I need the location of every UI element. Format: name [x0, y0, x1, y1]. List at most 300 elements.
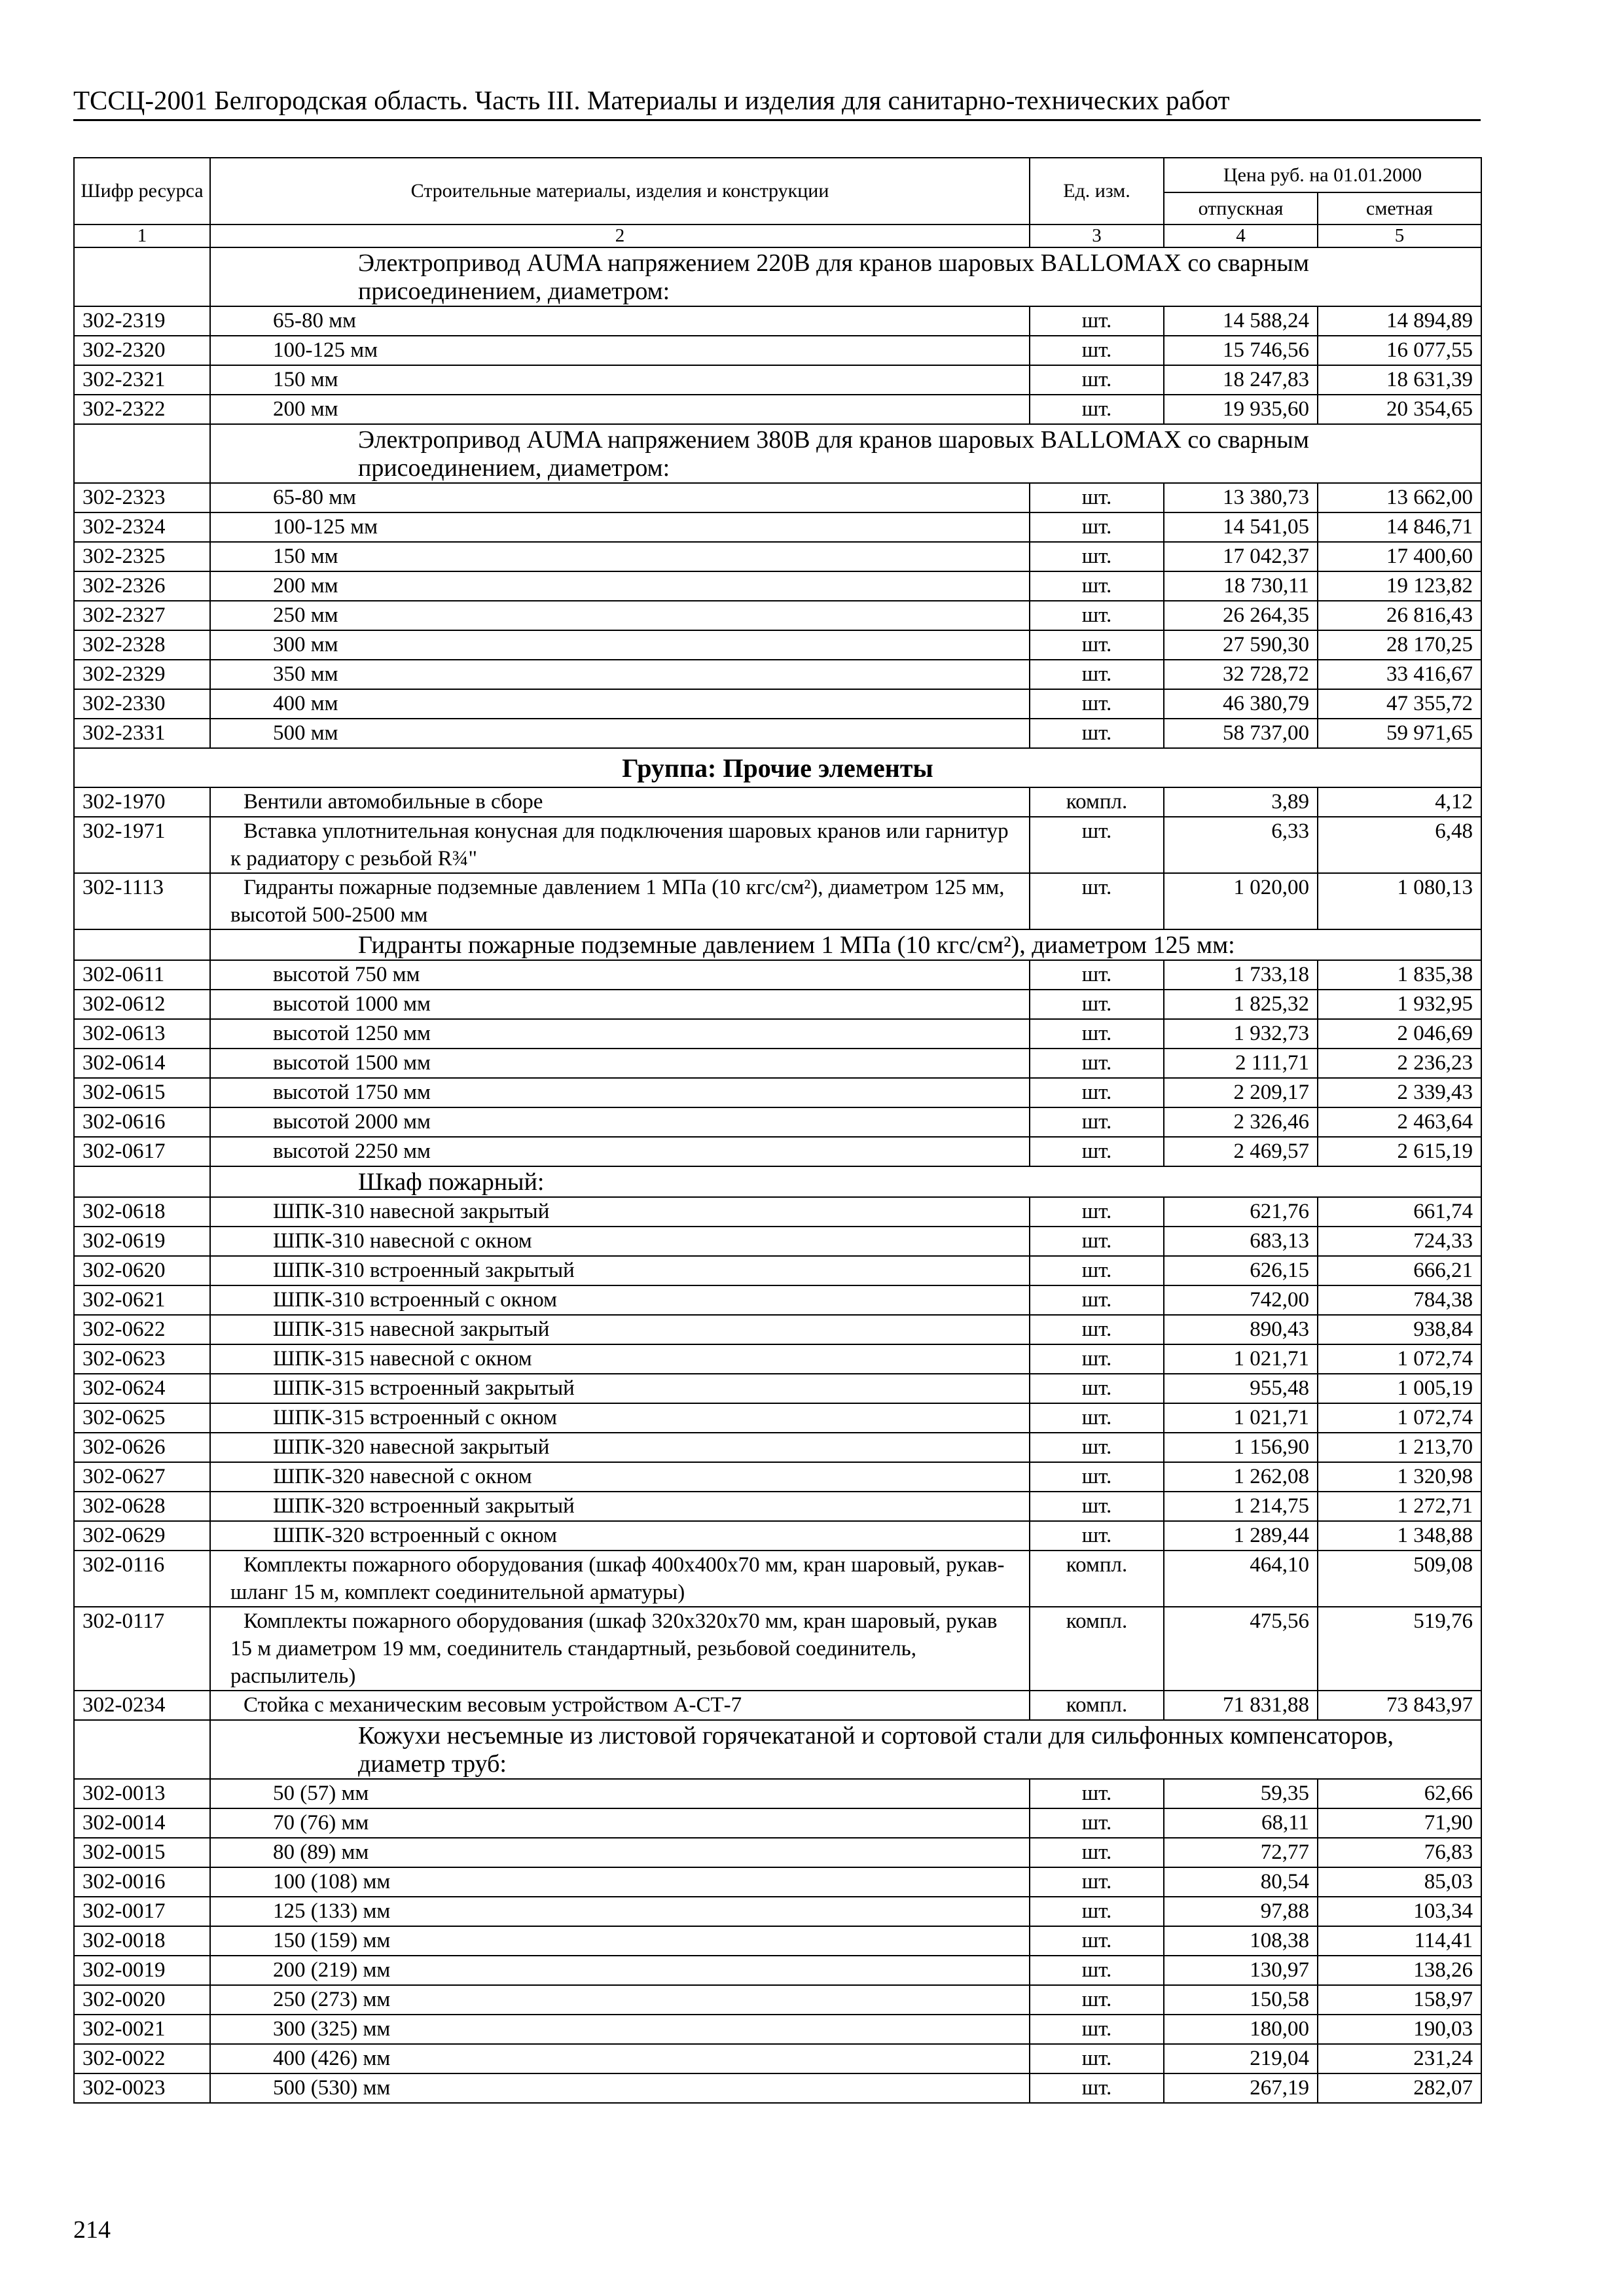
section-title: Электропривод AUMA напряжением 380В для кранов шаровых BALLOMAX со сварным присоединением, диаметром:: [210, 424, 1481, 483]
estimate-price: 1 080,13: [1318, 873, 1481, 929]
item-unit: шт.: [1030, 990, 1164, 1019]
item-unit: шт.: [1030, 1521, 1164, 1551]
resource-code: 302-0618: [74, 1197, 210, 1227]
item-name: Комплекты пожарного оборудования (шкаф 320х320х70 мм, кран шаровый, рукав 15 м диаметром 19 мм, соединитель стандартный, резьбовой соединитель, распылитель): [210, 1607, 1030, 1691]
item-name: Комплекты пожарного оборудования (шкаф 400х400х70 мм, кран шаровый, рукав-шланг 15 м, комплект соединительной арматуры): [210, 1551, 1030, 1607]
table-row: [74, 1137, 1481, 1166]
section-code-cell: [74, 424, 210, 483]
estimate-price: 666,21: [1318, 1256, 1481, 1285]
table-row: [74, 601, 1481, 630]
release-price: 1 214,75: [1164, 1492, 1318, 1521]
resource-code: 302-0622: [74, 1315, 210, 1344]
item-name: 200 (219) мм: [210, 1956, 1030, 1985]
release-price: 58 737,00: [1164, 719, 1318, 748]
resource-code: 302-2324: [74, 512, 210, 542]
item-name: ШПК-320 навесной закрытый: [210, 1433, 1030, 1462]
item-unit: компл.: [1030, 1551, 1164, 1607]
item-unit: шт.: [1030, 1107, 1164, 1137]
estimate-price: 2 339,43: [1318, 1078, 1481, 1107]
item-unit: шт.: [1030, 1492, 1164, 1521]
resource-code: 302-0627: [74, 1462, 210, 1492]
item-name: высотой 2250 мм: [210, 1137, 1030, 1166]
item-unit: шт.: [1030, 960, 1164, 990]
item-name: 250 (273) мм: [210, 1985, 1030, 2015]
item-name: ШПК-310 навесной с окном: [210, 1227, 1030, 1256]
release-price: 1 156,90: [1164, 1433, 1318, 1462]
table-row: [74, 1315, 1481, 1344]
table-row: [74, 1808, 1481, 1838]
item-name: 150 (159) мм: [210, 1926, 1030, 1956]
estimate-price: 20 354,65: [1318, 395, 1481, 424]
table-row: [74, 365, 1481, 395]
item-name: 400 (426) мм: [210, 2044, 1030, 2073]
item-unit: шт.: [1030, 817, 1164, 873]
table-row: [74, 1256, 1481, 1285]
item-unit: шт.: [1030, 395, 1164, 424]
item-unit: шт.: [1030, 336, 1164, 365]
item-unit: шт.: [1030, 365, 1164, 395]
section-row: [74, 1166, 1481, 1197]
release-price: 955,48: [1164, 1374, 1318, 1403]
estimate-price: 18 631,39: [1318, 365, 1481, 395]
table-body: [74, 158, 1481, 2103]
table-row: [74, 1956, 1481, 1985]
item-unit: шт.: [1030, 689, 1164, 719]
resource-code: 302-2319: [74, 306, 210, 336]
estimate-price: 509,08: [1318, 1551, 1481, 1607]
resource-code: 302-2326: [74, 571, 210, 601]
item-name: ШПК-320 встроенный с окном: [210, 1521, 1030, 1551]
table-row: [74, 817, 1481, 873]
table-row: [74, 630, 1481, 660]
resource-code: 302-0021: [74, 2015, 210, 2044]
item-name: 100 (108) мм: [210, 1867, 1030, 1897]
resource-code: 302-0615: [74, 1078, 210, 1107]
item-name: ШПК-310 встроенный с окном: [210, 1285, 1030, 1315]
release-price: 3,89: [1164, 787, 1318, 817]
item-unit: шт.: [1030, 1137, 1164, 1166]
page-number: 214: [73, 2216, 111, 2244]
item-name: ШПК-315 навесной с окном: [210, 1344, 1030, 1374]
table-row: [74, 2044, 1481, 2073]
table-row: [74, 1197, 1481, 1227]
item-name: ШПК-315 встроенный закрытый: [210, 1374, 1030, 1403]
resource-code: 302-0019: [74, 1956, 210, 1985]
estimate-price: 73 843,97: [1318, 1691, 1481, 1720]
resource-code: 302-0628: [74, 1492, 210, 1521]
table-row: [74, 1107, 1481, 1137]
release-price: 1 289,44: [1164, 1521, 1318, 1551]
resource-code: 302-0625: [74, 1403, 210, 1433]
section-row: [74, 929, 1481, 960]
column-number: 5: [1318, 224, 1481, 247]
estimate-price: 2 463,64: [1318, 1107, 1481, 1137]
table-row: [74, 1607, 1481, 1691]
estimate-price: 1 005,19: [1318, 1374, 1481, 1403]
resource-code: 302-2322: [74, 395, 210, 424]
release-price: 1 825,32: [1164, 990, 1318, 1019]
item-name: 65-80 мм: [210, 306, 1030, 336]
item-name: 150 мм: [210, 365, 1030, 395]
table-row: [74, 1551, 1481, 1607]
item-unit: шт.: [1030, 1956, 1164, 1985]
resource-code: 302-0619: [74, 1227, 210, 1256]
resource-code: 302-0617: [74, 1137, 210, 1166]
resource-code: 302-0611: [74, 960, 210, 990]
resource-code: 302-2329: [74, 660, 210, 689]
column-number-row: [74, 224, 1481, 247]
resource-code: 302-2331: [74, 719, 210, 748]
table-row: [74, 1897, 1481, 1926]
item-name: ШПК-310 навесной закрытый: [210, 1197, 1030, 1227]
table-row: [74, 2073, 1481, 2103]
release-price: 626,15: [1164, 1256, 1318, 1285]
table-row: [74, 1285, 1481, 1315]
item-unit: шт.: [1030, 719, 1164, 748]
release-price: 1 932,73: [1164, 1019, 1318, 1049]
resource-code: 302-0234: [74, 1691, 210, 1720]
item-unit: шт.: [1030, 1838, 1164, 1867]
item-unit: шт.: [1030, 2044, 1164, 2073]
page-title: ТССЦ-2001 Белгородская область. Часть III. Материалы и изделия для санитарно-технических работ: [73, 85, 1230, 115]
table-row: [74, 660, 1481, 689]
estimate-price: 17 400,60: [1318, 542, 1481, 571]
item-unit: шт.: [1030, 1227, 1164, 1256]
resource-code: 302-0623: [74, 1344, 210, 1374]
table-row: [74, 2015, 1481, 2044]
item-unit: шт.: [1030, 1315, 1164, 1344]
release-price: 1 020,00: [1164, 873, 1318, 929]
resource-code: 302-0614: [74, 1049, 210, 1078]
release-price: 1 021,71: [1164, 1403, 1318, 1433]
resource-code: 302-0017: [74, 1897, 210, 1926]
item-name: 500 (530) мм: [210, 2073, 1030, 2103]
table-row: [74, 306, 1481, 336]
release-price: 267,19: [1164, 2073, 1318, 2103]
item-unit: шт.: [1030, 1344, 1164, 1374]
item-unit: шт.: [1030, 483, 1164, 512]
item-name: 350 мм: [210, 660, 1030, 689]
estimate-price: 13 662,00: [1318, 483, 1481, 512]
item-name: ШПК-310 встроенный закрытый: [210, 1256, 1030, 1285]
item-unit: шт.: [1030, 571, 1164, 601]
estimate-price: 14 846,71: [1318, 512, 1481, 542]
release-price: 464,10: [1164, 1551, 1318, 1607]
resource-code: 302-0629: [74, 1521, 210, 1551]
estimate-price: 2 236,23: [1318, 1049, 1481, 1078]
resource-code: 302-0612: [74, 990, 210, 1019]
estimate-price: 28 170,25: [1318, 630, 1481, 660]
item-name: 150 мм: [210, 542, 1030, 571]
item-unit: шт.: [1030, 2015, 1164, 2044]
estimate-price: 1 348,88: [1318, 1521, 1481, 1551]
estimate-price: 661,74: [1318, 1197, 1481, 1227]
resource-code: 302-0626: [74, 1433, 210, 1462]
item-unit: шт.: [1030, 306, 1164, 336]
resource-code: 302-0620: [74, 1256, 210, 1285]
estimate-price: 2 046,69: [1318, 1019, 1481, 1049]
group-title: Группа: Прочие элементы: [74, 748, 1481, 787]
resource-code: 302-2328: [74, 630, 210, 660]
estimate-price: 19 123,82: [1318, 571, 1481, 601]
item-name: 100-125 мм: [210, 512, 1030, 542]
item-name: 125 (133) мм: [210, 1897, 1030, 1926]
header-release: отпускная: [1164, 192, 1318, 224]
resource-code: 302-0624: [74, 1374, 210, 1403]
release-price: 18 730,11: [1164, 571, 1318, 601]
estimate-price: 1 213,70: [1318, 1433, 1481, 1462]
resource-code: 302-0621: [74, 1285, 210, 1315]
item-unit: шт.: [1030, 1462, 1164, 1492]
release-price: 180,00: [1164, 2015, 1318, 2044]
table-row: [74, 1374, 1481, 1403]
resource-code: 302-0020: [74, 1985, 210, 2015]
resource-code: 302-0014: [74, 1808, 210, 1838]
release-price: 683,13: [1164, 1227, 1318, 1256]
release-price: 59,35: [1164, 1779, 1318, 1808]
release-price: 2 469,57: [1164, 1137, 1318, 1166]
section-row: [74, 424, 1481, 483]
item-unit: шт.: [1030, 1019, 1164, 1049]
estimate-price: 14 894,89: [1318, 306, 1481, 336]
estimate-price: 138,26: [1318, 1956, 1481, 1985]
header-code: Шифр ресурса: [74, 158, 210, 224]
resource-code: 302-2323: [74, 483, 210, 512]
table-row: [74, 336, 1481, 365]
release-price: 80,54: [1164, 1867, 1318, 1897]
table-row: [74, 395, 1481, 424]
release-price: 26 264,35: [1164, 601, 1318, 630]
table-row: [74, 1462, 1481, 1492]
section-code-cell: [74, 247, 210, 306]
release-price: 97,88: [1164, 1897, 1318, 1926]
table-row: [74, 1691, 1481, 1720]
estimate-price: 16 077,55: [1318, 336, 1481, 365]
table-row: [74, 1838, 1481, 1867]
section-code-cell: [74, 1720, 210, 1779]
resource-code: 302-2321: [74, 365, 210, 395]
resource-code: 302-1113: [74, 873, 210, 929]
resource-code: 302-1971: [74, 817, 210, 873]
item-name: высотой 1750 мм: [210, 1078, 1030, 1107]
estimate-price: 1 932,95: [1318, 990, 1481, 1019]
release-price: 13 380,73: [1164, 483, 1318, 512]
item-unit: шт.: [1030, 1808, 1164, 1838]
item-name: 70 (76) мм: [210, 1808, 1030, 1838]
item-name: Стойка с механическим весовым устройством А-СТ-7: [210, 1691, 1030, 1720]
release-price: 1 262,08: [1164, 1462, 1318, 1492]
estimate-price: 282,07: [1318, 2073, 1481, 2103]
section-code-cell: [74, 1166, 210, 1197]
estimate-price: 59 971,65: [1318, 719, 1481, 748]
resource-code: 302-0022: [74, 2044, 210, 2073]
item-unit: компл.: [1030, 787, 1164, 817]
item-name: 300 (325) мм: [210, 2015, 1030, 2044]
item-unit: шт.: [1030, 542, 1164, 571]
item-unit: шт.: [1030, 1867, 1164, 1897]
item-unit: шт.: [1030, 1985, 1164, 2015]
table-row: [74, 512, 1481, 542]
item-unit: шт.: [1030, 1078, 1164, 1107]
estimate-price: 103,34: [1318, 1897, 1481, 1926]
item-unit: шт.: [1030, 660, 1164, 689]
release-price: 32 728,72: [1164, 660, 1318, 689]
table-row: [74, 1433, 1481, 1462]
item-unit: шт.: [1030, 1403, 1164, 1433]
section-title: Электропривод AUMA напряжением 220В для кранов шаровых BALLOMAX со сварным присоединением, диаметром:: [210, 247, 1481, 306]
release-price: 1 733,18: [1164, 960, 1318, 990]
resource-code: 302-2325: [74, 542, 210, 571]
table-row: [74, 542, 1481, 571]
estimate-price: 76,83: [1318, 1838, 1481, 1867]
column-number: 1: [74, 224, 210, 247]
item-name: 200 мм: [210, 571, 1030, 601]
item-name: 500 мм: [210, 719, 1030, 748]
estimate-price: 231,24: [1318, 2044, 1481, 2073]
release-price: 475,56: [1164, 1607, 1318, 1691]
item-name: высотой 2000 мм: [210, 1107, 1030, 1137]
item-name: высотой 1000 мм: [210, 990, 1030, 1019]
table-row: [74, 1019, 1481, 1049]
resource-code: 302-1970: [74, 787, 210, 817]
table-row: [74, 1985, 1481, 2015]
table-row: [74, 689, 1481, 719]
table-row: [74, 1078, 1481, 1107]
release-price: 18 247,83: [1164, 365, 1318, 395]
item-name: высотой 1250 мм: [210, 1019, 1030, 1049]
group-row: [74, 748, 1481, 787]
release-price: 2 111,71: [1164, 1049, 1318, 1078]
item-name: Вентили автомобильные в сборе: [210, 787, 1030, 817]
item-name: ШПК-315 навесной закрытый: [210, 1315, 1030, 1344]
table-row: [74, 1403, 1481, 1433]
estimate-price: 1 835,38: [1318, 960, 1481, 990]
table-row: [74, 1049, 1481, 1078]
item-unit: шт.: [1030, 1433, 1164, 1462]
item-unit: шт.: [1030, 1897, 1164, 1926]
estimate-price: 519,76: [1318, 1607, 1481, 1691]
estimate-price: 784,38: [1318, 1285, 1481, 1315]
header-estimate: сметная: [1318, 192, 1481, 224]
resource-code: 302-0023: [74, 2073, 210, 2103]
release-price: 219,04: [1164, 2044, 1318, 2073]
release-price: 19 935,60: [1164, 395, 1318, 424]
item-name: ШПК-320 встроенный закрытый: [210, 1492, 1030, 1521]
table-row: [74, 1521, 1481, 1551]
column-number: 4: [1164, 224, 1318, 247]
release-price: 15 746,56: [1164, 336, 1318, 365]
item-name: Гидранты пожарные подземные давлением 1 МПа (10 кгс/см²), диаметром 125 мм, высотой 500-2500 мм: [210, 873, 1030, 929]
header-name: Строительные материалы, изделия и конструкции: [210, 158, 1030, 224]
item-name: 200 мм: [210, 395, 1030, 424]
release-price: 130,97: [1164, 1956, 1318, 1985]
table-row: [74, 1227, 1481, 1256]
release-price: 46 380,79: [1164, 689, 1318, 719]
estimate-price: 47 355,72: [1318, 689, 1481, 719]
release-price: 742,00: [1164, 1285, 1318, 1315]
estimate-price: 62,66: [1318, 1779, 1481, 1808]
estimate-price: 114,41: [1318, 1926, 1481, 1956]
release-price: 72,77: [1164, 1838, 1318, 1867]
item-unit: шт.: [1030, 1197, 1164, 1227]
header-rule: [73, 119, 1481, 121]
item-unit: шт.: [1030, 512, 1164, 542]
table-row: [74, 1779, 1481, 1808]
section-title: Кожухи несъемные из листовой горячекатаной и сортовой стали для сильфонных компенсаторов, диаметр труб:: [210, 1720, 1481, 1779]
estimate-price: 33 416,67: [1318, 660, 1481, 689]
table-row: [74, 483, 1481, 512]
resource-code: 302-0117: [74, 1607, 210, 1691]
table-row: [74, 787, 1481, 817]
resource-code: 302-0116: [74, 1551, 210, 1607]
section-row: [74, 1720, 1481, 1779]
item-unit: шт.: [1030, 1285, 1164, 1315]
table-row: [74, 1867, 1481, 1897]
item-name: 80 (89) мм: [210, 1838, 1030, 1867]
estimate-price: 4,12: [1318, 787, 1481, 817]
estimate-price: 190,03: [1318, 2015, 1481, 2044]
resource-code: 302-0016: [74, 1867, 210, 1897]
item-unit: шт.: [1030, 1049, 1164, 1078]
estimate-price: 938,84: [1318, 1315, 1481, 1344]
item-unit: шт.: [1030, 1779, 1164, 1808]
estimate-price: 1 072,74: [1318, 1344, 1481, 1374]
estimate-price: 71,90: [1318, 1808, 1481, 1838]
estimate-price: 1 320,98: [1318, 1462, 1481, 1492]
section-title: Шкаф пожарный:: [210, 1166, 1481, 1197]
estimate-price: 2 615,19: [1318, 1137, 1481, 1166]
section-title: Гидранты пожарные подземные давлением 1 МПа (10 кгс/см²), диаметром 125 мм:: [210, 929, 1481, 960]
release-price: 14 541,05: [1164, 512, 1318, 542]
header-price: Цена руб. на 01.01.2000: [1164, 158, 1481, 192]
item-name: 400 мм: [210, 689, 1030, 719]
resource-code: 302-0013: [74, 1779, 210, 1808]
header-row: [74, 158, 1481, 192]
release-price: 68,11: [1164, 1808, 1318, 1838]
item-name: высотой 1500 мм: [210, 1049, 1030, 1078]
item-unit: компл.: [1030, 1691, 1164, 1720]
estimate-price: 724,33: [1318, 1227, 1481, 1256]
table-row: [74, 960, 1481, 990]
release-price: 108,38: [1164, 1926, 1318, 1956]
header-unit: Ед. изм.: [1030, 158, 1164, 224]
estimate-price: 85,03: [1318, 1867, 1481, 1897]
item-unit: шт.: [1030, 601, 1164, 630]
release-price: 150,58: [1164, 1985, 1318, 2015]
release-price: 71 831,88: [1164, 1691, 1318, 1720]
release-price: 2 209,17: [1164, 1078, 1318, 1107]
table-row: [74, 1344, 1481, 1374]
item-name: 65-80 мм: [210, 483, 1030, 512]
table-row: [74, 990, 1481, 1019]
item-name: 300 мм: [210, 630, 1030, 660]
release-price: 17 042,37: [1164, 542, 1318, 571]
table-row: [74, 719, 1481, 748]
table-row: [74, 873, 1481, 929]
table-row: [74, 571, 1481, 601]
resource-code: 302-2320: [74, 336, 210, 365]
table-row: [74, 1492, 1481, 1521]
release-price: 1 021,71: [1164, 1344, 1318, 1374]
item-name: ШПК-315 встроенный с окном: [210, 1403, 1030, 1433]
resource-code: 302-0613: [74, 1019, 210, 1049]
item-name: 50 (57) мм: [210, 1779, 1030, 1808]
estimate-price: 158,97: [1318, 1985, 1481, 2015]
resource-code: 302-0018: [74, 1926, 210, 1956]
item-unit: шт.: [1030, 1926, 1164, 1956]
release-price: 890,43: [1164, 1315, 1318, 1344]
item-unit: шт.: [1030, 873, 1164, 929]
